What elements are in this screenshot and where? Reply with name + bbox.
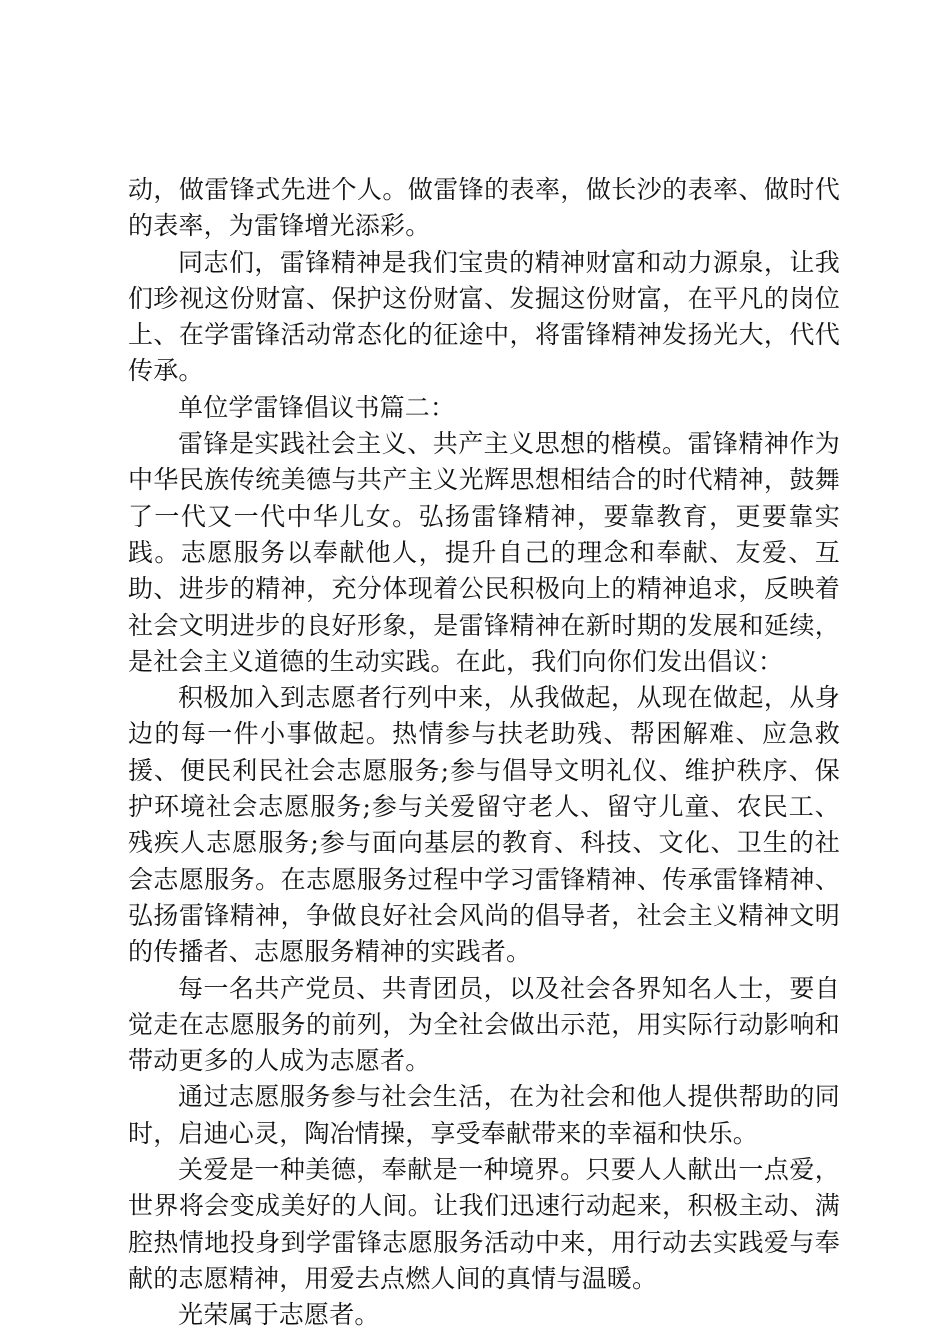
section-heading: 单位学雷锋倡议书篇二： [178,392,456,422]
paragraph-introduction: 雷锋是实践社会主义、共产主义思想的楷模。雷锋精神作为中华民族传统美德与共产主义光辉思想相结合的时代精神，鼓舞了一代又一代中华儿女。弘扬雷锋精神，要靠教育，更要靠实践。志愿服务以奉献他人，提升自己的理念和奉献、友爱、互助、进步的精神，充分体现着公民积极向上的精神追求，反映着社会文明进步的良好形象，是雷锋精神在新时期的发展和延续，是社会主义道德的生动实践。在此，我们向你们发出倡议： [128,429,840,676]
paragraph-closing-appeal: 同志们，雷锋精神是我们宝贵的精神财富和动力源泉，让我们珍视这份财富、保护这份财富、发掘这份财富，在平凡的岗位上、在学雷锋活动常态化的征途中，将雷锋精神发扬光大，代代传承。 [128,247,840,386]
paragraph-join-volunteers: 积极加入到志愿者行列中来，从我做起，从现在做起，从身边的每一件小事做起。热情参与扶老助残、帮困解难、应急救援、便民利民社会志愿服务;参与倡导文明礼仪、维护秩序、保护环境社会志愿服务;参与关爱留守老人、留守儿童、农民工、残疾人志愿服务;参与面向基层的教育、科技、文化、卫生的社会志愿服务。在志愿服务过程中学习雷锋精神、传承雷锋精神、弘扬雷锋精神，争做良好社会风尚的倡导者，社会主义精神文明的传播者、志愿服务精神的实践者。 [128,683,840,967]
paragraph-honor: 光荣属于志愿者。 [178,1300,380,1330]
paragraph-care-dedication: 关爱是一种美德，奉献是一种境界。只要人人献出一点爱，世界将会变成美好的人间。让我们迅速行动起来，积极主动、满腔热情地投身到学雷锋志愿服务活动中来，用行动去实践爱与奉献的志愿精神，用爱去点燃人间的真情与温暖。 [128,1155,840,1293]
paragraph-continuation: 动，做雷锋式先进个人。做雷锋的表率，做长沙的表率、做时代的表率，为雷锋增光添彩。 [128,175,840,241]
paragraph-party-members: 每一名共产党员、共青团员，以及社会各界知名人士，要自觉走在志愿服务的前列，为全社会做出示范，用实际行动影响和带动更多的人成为志愿者。 [128,973,840,1076]
paragraph-social-life: 通过志愿服务参与社会生活，在为社会和他人提供帮助的同时，启迪心灵，陶冶情操，享受奉献带来的幸福和快乐。 [128,1082,840,1148]
document-body [128,172,840,1334]
